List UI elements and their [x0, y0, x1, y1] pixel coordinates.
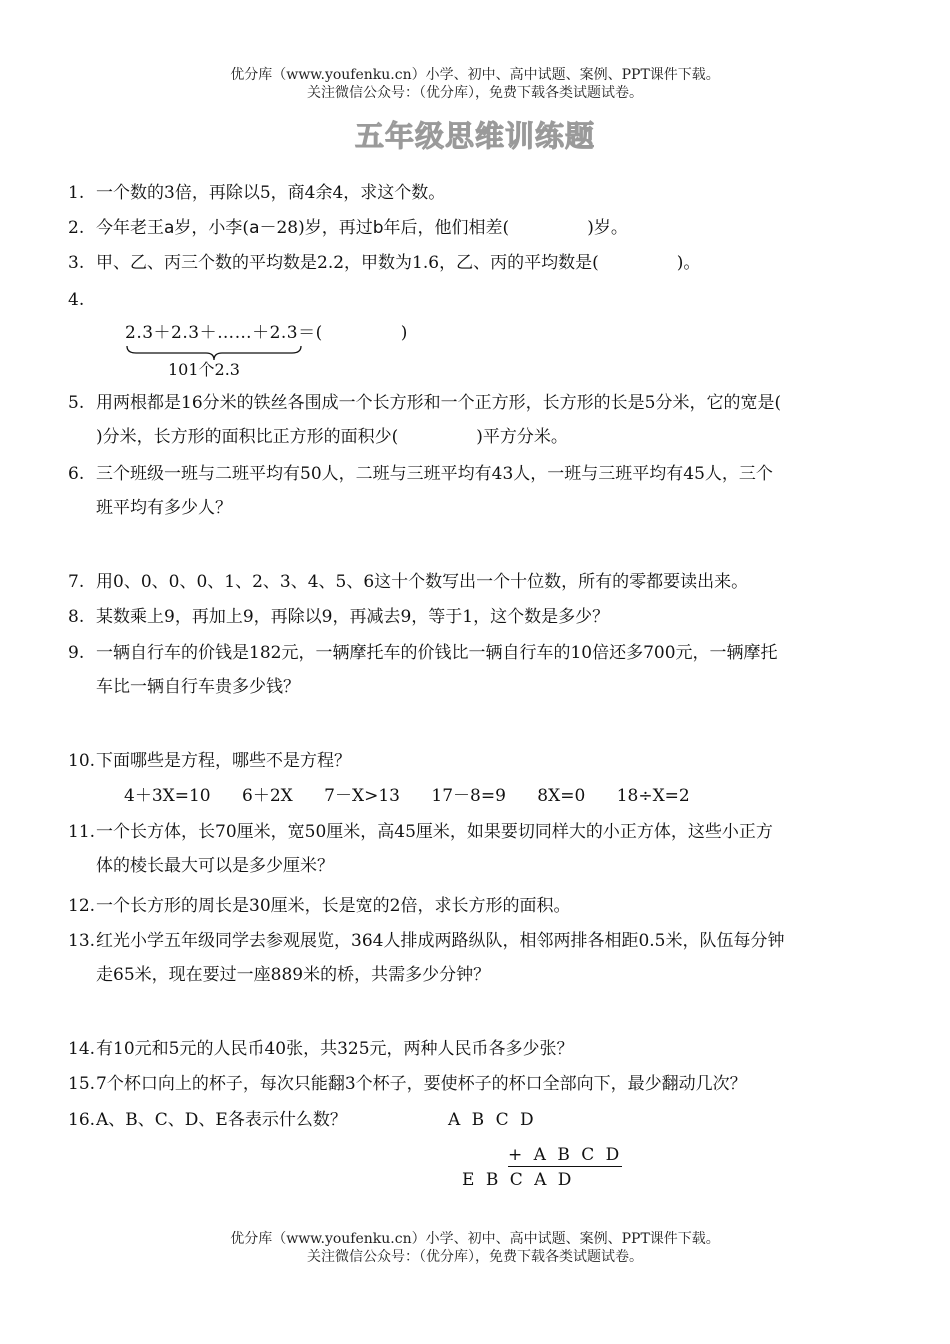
- question-text: )岁。: [587, 218, 628, 238]
- puzzle-row-2: [508, 1145, 622, 1165]
- footer-line-1: 优分库（www.youfenku.cn）小学、初中、高中试题、案例、PPT课件下载。: [230, 1231, 720, 1247]
- question-number: 5.: [68, 393, 85, 413]
- question-text: )分米，长方形的面积比正方形的面积少(: [96, 427, 399, 447]
- question-number: 7.: [68, 572, 85, 592]
- question-number: 2.: [68, 218, 85, 238]
- question-number: 13.: [68, 931, 96, 951]
- question-text: 有10元和5元的人民币40张，共325元，两种人民币各多少张？: [96, 1039, 574, 1059]
- question-15: [68, 1067, 884, 1101]
- equation-item: 7－X>13: [324, 786, 400, 806]
- question-number: 14.: [68, 1039, 96, 1059]
- equation-item: 17－8=9: [431, 786, 506, 806]
- question-13: [68, 924, 884, 992]
- question-text: 某数乘上9，再加上9，再除以9，再减去9，等于1，这个数是多少？: [96, 607, 610, 627]
- question-text: 一个数的3倍，再除以5，商4余4，求这个数。: [96, 183, 446, 203]
- question-number: 1.: [68, 183, 85, 203]
- question-10: [68, 744, 884, 778]
- question-text: 今年老王: [96, 218, 164, 238]
- equation-list: [124, 781, 716, 806]
- question-7: [68, 565, 884, 599]
- question-8: [68, 600, 884, 634]
- question-12: [68, 889, 884, 923]
- sum-text: 2.3＋2.3＋……＋2.3＝(: [125, 323, 323, 343]
- question-text: 班平均有多少人？: [96, 498, 232, 518]
- question-text: 岁，小李(: [174, 218, 250, 238]
- puzzle-addend: + A B C D: [508, 1145, 623, 1165]
- question-text: 车比一辆自行车贵多少钱？: [96, 677, 300, 697]
- question-3: [68, 246, 884, 280]
- question-number: 4.: [68, 290, 85, 310]
- variable-a: a: [249, 218, 260, 238]
- question-text: －28)岁，再过: [259, 218, 373, 238]
- question-number: 11.: [68, 822, 96, 842]
- page-title: 五年级思维训练题: [354, 119, 595, 153]
- equation-item: 6＋2X: [242, 786, 293, 806]
- question-number: 3.: [68, 253, 85, 273]
- question-1: [68, 176, 884, 210]
- question-4: [68, 283, 884, 317]
- question-number: 12.: [68, 896, 96, 916]
- question-number: 16.: [68, 1110, 96, 1130]
- header-line-1: 优分库（www.youfenku.cn）小学、初中、高中试题、案例、PPT课件下载。: [230, 67, 720, 83]
- question-text: 甲、乙、丙三个数的平均数是2.2，甲数为1.6，乙、丙的平均数是(: [96, 253, 599, 273]
- question-14: [68, 1032, 884, 1066]
- question-6: [68, 457, 884, 525]
- puzzle-row-3: E B C A D: [462, 1170, 575, 1190]
- sum-close: ): [400, 323, 408, 343]
- question-text: 用0、0、0、0、1、2、3、4、5、6这十个数写出一个十位数，所有的零都要读出来。: [96, 572, 749, 592]
- question-11: [68, 815, 884, 883]
- question-text: A、B、C、D、E各表示什么数？: [96, 1110, 347, 1130]
- equation-item: 18÷X=2: [616, 786, 690, 806]
- question-number: 8.: [68, 607, 85, 627]
- question-number: 9.: [68, 643, 85, 663]
- variable-a: a: [164, 218, 175, 238]
- question-text: 三个班级一班与二班平均有50人，二班与三班平均有43人，一班与三班平均有45人，三个: [96, 464, 773, 484]
- question-number: 10.: [68, 751, 96, 771]
- question-text: 7个杯口向上的杯子，每次只能翻3个杯子，要使杯子的杯口全部向下，最少翻动几次？: [96, 1074, 747, 1094]
- question-text: )。: [676, 253, 701, 273]
- question-text: 一个长方体，长70厘米，宽50厘米，高45厘米，如果要切同样大的小正方体，这些小正方: [96, 822, 773, 842]
- equation-item: 8X=0: [537, 786, 586, 806]
- question-number: 15.: [68, 1074, 96, 1094]
- question-text: 走65米，现在要过一座889米的桥，共需多少分钟？: [96, 965, 491, 985]
- footer-line-2: 关注微信公众号：（优分库），免费下载各类试题试卷。: [307, 1249, 643, 1265]
- question-text: 体的棱长最大可以是多少厘米？: [96, 856, 334, 876]
- question-5: [68, 386, 884, 454]
- question-text: 下面哪些是方程，哪些不是方程？: [96, 751, 351, 771]
- question-text: )平方分米。: [476, 427, 568, 447]
- variable-b: b: [372, 218, 384, 238]
- equation-item: 4＋3X=10: [124, 786, 211, 806]
- question-text: 年后，他们相差(: [383, 218, 510, 238]
- puzzle-row-1: A B C D: [448, 1110, 537, 1130]
- question-text: 一辆自行车的价钱是182元，一辆摩托车的价钱比一辆自行车的10倍还多700元，一辆摩托: [96, 643, 778, 663]
- question-text: 一个长方形的周长是30厘米，长是宽的2倍，求长方形的面积。: [96, 896, 571, 916]
- underbrace-label: 101个2.3: [168, 360, 240, 379]
- question-2: [68, 211, 884, 245]
- sum-expression: [125, 318, 408, 343]
- question-text: 红光小学五年级同学去参观展览，364人排成两路纵队，相邻两排各相距0.5米，队伍每分钟: [96, 931, 785, 951]
- header-line-2: 关注微信公众号：（优分库），免费下载各类试题试卷。: [307, 85, 643, 101]
- question-number: 6.: [68, 464, 85, 484]
- question-text: 用两根都是16分米的铁丝各围成一个长方形和一个正方形，长方形的长是5分米，它的宽是(: [96, 393, 782, 413]
- question-9: [68, 636, 884, 704]
